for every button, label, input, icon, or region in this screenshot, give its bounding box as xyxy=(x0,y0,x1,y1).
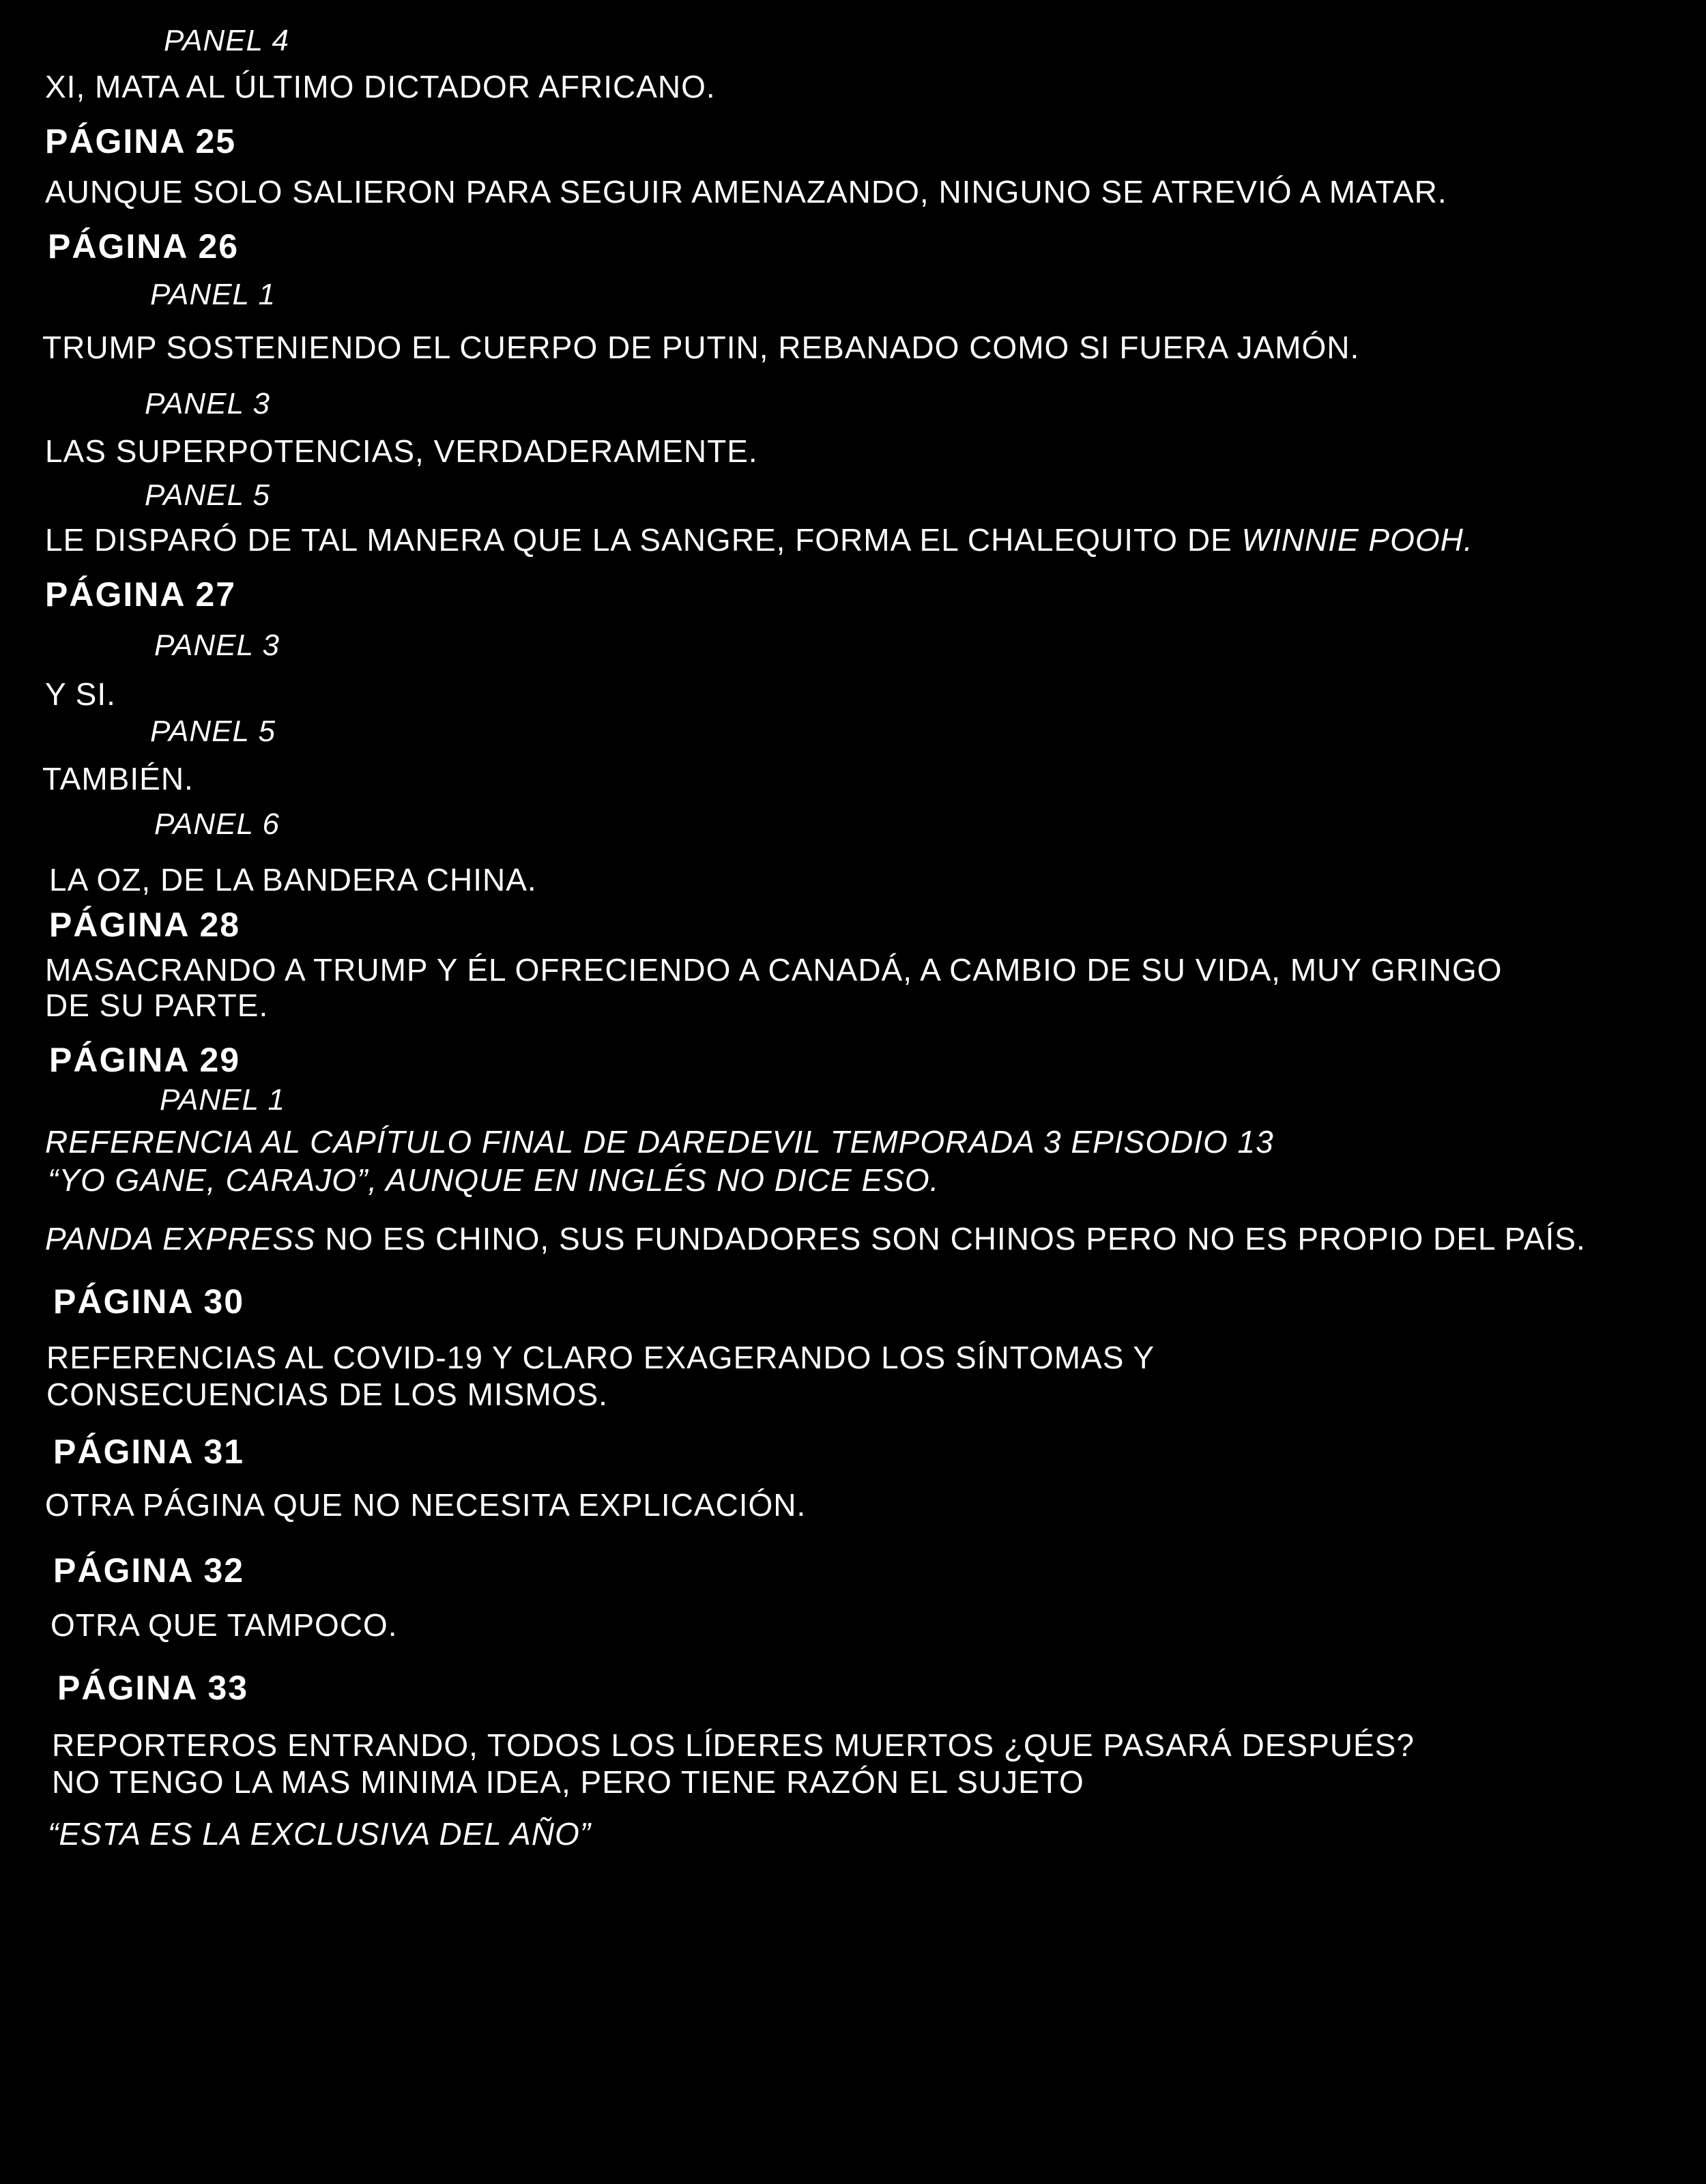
panel-label: PANEL 4 xyxy=(164,24,289,57)
page-heading-33: PÁGINA 33 xyxy=(57,1669,249,1707)
quote-text: “ESTA ES LA EXCLUSIVA DEL AÑO” xyxy=(48,1816,592,1852)
page-heading-28: PÁGINA 28 xyxy=(49,906,241,944)
page-heading-30: PÁGINA 30 xyxy=(53,1282,245,1321)
panel-label: PANEL 5 xyxy=(145,478,270,512)
panel-label: PANEL 1 xyxy=(160,1083,285,1117)
note-text xyxy=(45,524,1473,556)
reference-text: “YO GANE, CARAJO”, AUNQUE EN INGLÉS NO DICE ESO. xyxy=(48,1162,940,1198)
page-heading-31: PÁGINA 31 xyxy=(53,1433,245,1471)
note-text: TAMBIÉN. xyxy=(42,761,194,796)
note-text: LA OZ, DE LA BANDERA CHINA. xyxy=(49,862,537,897)
page-heading-32: PÁGINA 32 xyxy=(53,1551,245,1590)
panel-label: PANEL 6 xyxy=(154,807,280,841)
note-text: NO TENGO LA MAS MINIMA IDEA, PERO TIENE RAZÓN EL SUJETO xyxy=(52,1764,1084,1800)
page-heading-25: PÁGINA 25 xyxy=(45,122,237,160)
note-text: DE SU PARTE. xyxy=(45,988,269,1023)
reference-text: REFERENCIA AL CAPÍTULO FINAL DE DAREDEVIL TEMPORADA 3 EPISODIO 13 xyxy=(45,1124,1274,1160)
note-text: OTRA PÁGINA QUE NO NECESITA EXPLICACIÓN. xyxy=(45,1487,807,1523)
note-text: Y SI. xyxy=(45,676,116,712)
note-text: MASACRANDO A TRUMP Y ÉL OFRECIENDO A CANADÁ, A CAMBIO DE SU VIDA, MUY GRINGO xyxy=(45,952,1503,988)
page-heading-27: PÁGINA 27 xyxy=(45,575,237,614)
note-text-italic: PANDA EXPRESS xyxy=(45,1221,316,1256)
note-text: CONSECUENCIAS DE LOS MISMOS. xyxy=(46,1377,608,1412)
note-text: LAS SUPERPOTENCIAS, VERDADERAMENTE. xyxy=(45,433,758,469)
panel-label: PANEL 3 xyxy=(145,387,270,420)
note-text: TRUMP SOSTENIENDO EL CUERPO DE PUTIN, REBANADO COMO SI FUERA JAMÓN. xyxy=(42,330,1360,365)
panel-label: PANEL 1 xyxy=(150,278,276,311)
note-text-rest: NO ES CHINO, SUS FUNDADORES SON CHINOS PERO NO ES PROPIO DEL PAÍS. xyxy=(325,1221,1586,1256)
page-heading-29: PÁGINA 29 xyxy=(49,1041,241,1079)
note-text: XI, MATA AL ÚLTIMO DICTADOR AFRICANO. xyxy=(45,69,716,104)
note-text-prefix: LE DISPARÓ DE TAL MANERA QUE LA SANGRE, FORMA EL CHALEQUITO DE xyxy=(45,522,1232,558)
panel-label: PANEL 3 xyxy=(154,629,280,662)
note-text: OTRA QUE TAMPOCO. xyxy=(50,1607,398,1643)
note-text: REFERENCIAS AL COVID-19 Y CLARO EXAGERANDO LOS SÍNTOMAS Y xyxy=(46,1340,1155,1375)
note-text xyxy=(45,1223,1586,1254)
note-text: AUNQUE SOLO SALIERON PARA SEGUIR AMENAZANDO, NINGUNO SE ATREVIÓ A MATAR. xyxy=(45,174,1447,210)
page-heading-26: PÁGINA 26 xyxy=(48,227,240,265)
note-text-italic: WINNIE POOH. xyxy=(1241,522,1473,558)
panel-label: PANEL 5 xyxy=(150,715,276,748)
note-text: REPORTEROS ENTRANDO, TODOS LOS LÍDERES MUERTOS ¿QUE PASARÁ DESPUÉS? xyxy=(52,1727,1415,1763)
